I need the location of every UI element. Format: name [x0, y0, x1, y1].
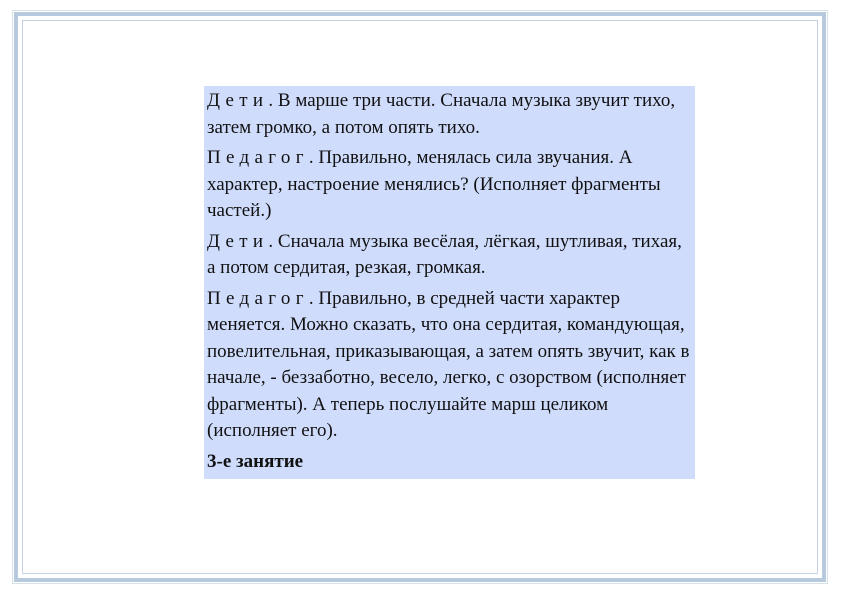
speaker-period: . — [308, 287, 314, 309]
speaker-label: Педагог — [207, 147, 309, 168]
speaker-label: Дети — [207, 90, 269, 111]
paragraph-text: Сначала музыка весёлая, лёгкая, шутливая, тихая, а потом сердитая, резкая, громкая. — [207, 230, 682, 278]
paragraph-text: В марше три части. Сначала музыка звучит тихо, затем громко, а потом опять тихо. — [207, 90, 676, 138]
paragraph-text: Правильно, менялась сила звучания. А характер, настроение менялись? (Исполняет фрагменты частей.) — [207, 147, 661, 221]
speaker-label: Педагог — [207, 287, 309, 309]
speaker-period: . — [308, 147, 314, 168]
dialogue-paragraph-teacher-1 — [207, 145, 691, 225]
speaker-label: Дети — [207, 230, 269, 252]
paragraph-text: Правильно, в средней части характер меняется. Можно сказать, что она сердитая, командующая, повелительная, приказывающая, а затем опять звучит, как в начале, - беззаботно, весело, легко, с озорством (исполняет фрагменты). А теперь послушайте марш целиком (исполняет его). — [207, 287, 690, 441]
dialogue-paragraph-teacher-2 — [207, 286, 691, 445]
dialogue-paragraph-children-2 — [207, 229, 691, 282]
speaker-period: . — [268, 230, 274, 252]
dialogue-paragraph-children-1 — [207, 88, 691, 141]
dialogue-text-box — [204, 86, 695, 479]
speaker-period: . — [268, 90, 274, 111]
lesson-heading: 3-е занятие — [207, 450, 304, 472]
